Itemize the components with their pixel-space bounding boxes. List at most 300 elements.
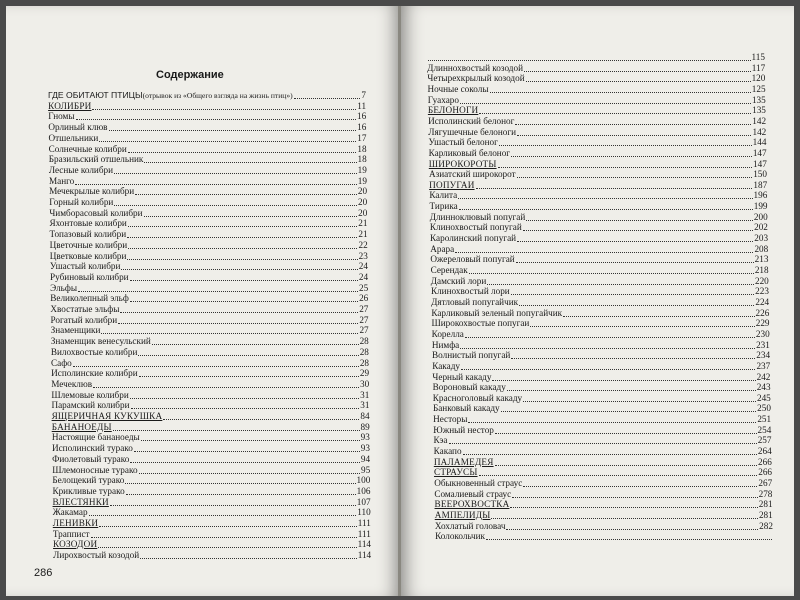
toc-entry xyxy=(51,347,369,358)
toc-entry-label: Сафо xyxy=(51,357,72,368)
toc-entry-page: 147 xyxy=(753,158,767,169)
toc-leader-dots xyxy=(130,454,360,463)
toc-entry-page: 29 xyxy=(359,368,370,379)
toc-entry-page: 202 xyxy=(754,222,768,233)
toc-entry-page: 281 xyxy=(758,509,773,520)
toc-entry xyxy=(428,116,766,127)
toc-leader-dots xyxy=(152,336,359,345)
toc-entry-label: Ушастый белоног xyxy=(428,137,498,148)
toc-leader-dots xyxy=(78,283,358,292)
toc-leader-dots xyxy=(109,122,357,131)
toc-leader-dots xyxy=(465,329,755,338)
toc-leader-dots xyxy=(114,197,357,206)
toc-entry-label: Несторы xyxy=(433,414,468,425)
toc-entry xyxy=(431,286,769,297)
toc-leader-dots xyxy=(499,137,752,146)
toc-leader-dots xyxy=(498,159,752,168)
toc-entry-page: 254 xyxy=(757,424,772,435)
toc-leader-dots xyxy=(523,222,753,231)
toc-entry-label: Корелла xyxy=(431,328,464,339)
toc-entry-label: Великолепный эльф xyxy=(50,293,129,304)
toc-entry-label: Знаменщик венесульский xyxy=(50,336,151,347)
toc-leader-dots xyxy=(99,133,356,142)
toc-entry-label: Ночные соколы xyxy=(427,83,489,94)
toc-entry xyxy=(428,105,766,116)
toc-entry-page: 257 xyxy=(757,435,772,446)
toc-entry-page: 111 xyxy=(357,528,371,539)
toc-entry-page: 18 xyxy=(357,154,367,165)
toc-entry-page: 11 xyxy=(357,100,367,111)
toc-entry xyxy=(431,297,769,308)
toc-entry-page: 245 xyxy=(756,392,771,403)
toc-entry-page: 100 xyxy=(356,475,371,486)
toc-entry-page: 115 xyxy=(751,52,765,62)
toc-leader-dots xyxy=(526,212,753,221)
toc-entry-page: 224 xyxy=(755,296,770,307)
toc-entry-label: Вороновый какаду xyxy=(432,382,506,393)
toc-entry-page: 28 xyxy=(359,357,369,368)
toc-entry-page: 20 xyxy=(357,186,368,197)
toc-entry-page: 20 xyxy=(358,197,368,207)
toc-entry-label: БЕЛОНОГИ xyxy=(427,105,479,116)
toc-entry-page: 200 xyxy=(753,211,768,222)
toc-entry xyxy=(50,283,368,294)
toc-leader-dots xyxy=(114,165,357,174)
toc-leader-dots xyxy=(163,411,359,420)
toc-entry xyxy=(53,507,371,518)
toc-entry-label: Сомалиевый страус xyxy=(434,488,512,499)
toc-entry-label: Вилохвостые колибри xyxy=(50,346,138,357)
toc-entry xyxy=(52,454,370,465)
toc-leader-dots xyxy=(458,190,752,199)
toc-leader-dots xyxy=(139,465,360,474)
toc-entry-label: Шлемоносные турако xyxy=(52,464,138,475)
toc-entry-page: 23 xyxy=(358,250,368,261)
toc-entry xyxy=(428,84,766,95)
toc-entry-page: 125 xyxy=(751,83,766,94)
toc-entry-page: 237 xyxy=(756,360,771,371)
toc-entry xyxy=(434,478,772,489)
toc-leader-dots xyxy=(113,422,360,431)
toc-entry xyxy=(429,148,767,159)
toc-entry-label: Парамский колибри xyxy=(51,400,130,411)
toc-entry xyxy=(50,240,368,251)
toc-entry-label: Серендак xyxy=(430,265,468,275)
toc-leader-dots xyxy=(476,180,753,189)
toc-entry-page: 208 xyxy=(754,243,769,254)
toc-entry-label: Колокольчик xyxy=(435,531,485,542)
toc-leader-dots xyxy=(144,154,356,163)
toc-leader-dots xyxy=(506,521,758,530)
toc-entry xyxy=(49,197,367,208)
toc-entry xyxy=(430,201,768,212)
toc-leader-dots xyxy=(495,457,757,466)
toc-entry-page: 89 xyxy=(360,421,370,432)
toc-entry-page: 135 xyxy=(752,105,766,116)
toc-entry-page: 95 xyxy=(361,464,371,475)
toc-entry-page: 31 xyxy=(360,389,370,400)
toc-entry xyxy=(48,133,366,144)
toc-entry-page: 142 xyxy=(752,126,767,137)
toc-leader-dots xyxy=(479,105,751,114)
toc-entry-label: Клинохвостый попугай xyxy=(429,222,522,233)
toc-entry-label: Цветочные колибри xyxy=(49,239,128,250)
toc-entry-page: 22 xyxy=(358,239,368,250)
toc-entry xyxy=(430,244,768,255)
toc-entry-page: 111 xyxy=(357,518,371,528)
toc-entry-label: Гуахаро xyxy=(427,94,459,105)
toc-leader-dots xyxy=(459,201,753,210)
toc-leader-dots xyxy=(121,261,357,270)
toc-entry-page: 218 xyxy=(754,265,769,275)
toc-entry-page: 278 xyxy=(758,488,773,499)
left-page xyxy=(6,6,400,596)
toc-entry xyxy=(53,518,371,529)
toc-entry-label: Лягушечные белоноги xyxy=(428,126,517,137)
toc-leader-dots xyxy=(516,254,754,263)
toc-leader-dots xyxy=(530,318,754,327)
toc-entry-label: Траппист xyxy=(52,528,90,539)
toc-entry-label: Чимборасовый колибри xyxy=(49,207,143,218)
toc-leader-dots xyxy=(73,358,359,367)
toc-entry-page: 110 xyxy=(357,507,371,518)
toc-entry-page: 242 xyxy=(756,371,771,382)
toc-entry-page: 31 xyxy=(360,400,370,411)
toc-entry xyxy=(51,390,369,401)
toc-leader-dots xyxy=(449,435,757,444)
toc-entry xyxy=(53,529,371,540)
toc-title: Содержание xyxy=(156,69,224,81)
toc-entry-page: 282 xyxy=(759,520,773,531)
toc-entry xyxy=(428,95,766,106)
toc-leader-dots xyxy=(460,340,755,349)
toc-leader-dots xyxy=(92,101,356,110)
toc-leader-dots xyxy=(93,379,359,388)
toc-entry xyxy=(50,272,368,283)
toc-entry-page: 28 xyxy=(359,336,369,347)
toc-leader-dots xyxy=(139,368,359,377)
toc-entry-label: Отшельники xyxy=(48,132,99,143)
toc-entry xyxy=(52,411,370,422)
toc-entry xyxy=(48,101,366,112)
toc-entry xyxy=(51,315,369,326)
toc-leader-dots xyxy=(126,486,356,495)
toc-entry xyxy=(431,308,769,319)
toc-entry-page: 147 xyxy=(752,147,767,158)
toc-entry xyxy=(435,521,773,532)
toc-entry-label: Дамский лори xyxy=(430,275,487,286)
toc-entry-label: Шлемовые колибри xyxy=(51,389,129,400)
toc-entry-label: Рогатый колибри xyxy=(50,314,118,325)
toc-entry xyxy=(427,63,765,74)
toc-entry-label: Исполинские колибри xyxy=(51,368,138,379)
toc-entry-label: Нимфа xyxy=(431,339,460,350)
toc-entry-page: 17 xyxy=(357,132,367,143)
toc-entry-page: 93 xyxy=(360,443,370,454)
toc-leader-dots xyxy=(101,325,358,334)
toc-entry-page: 264 xyxy=(757,446,772,457)
toc-entry xyxy=(433,382,771,393)
toc-entry xyxy=(429,159,767,170)
toc-entry xyxy=(432,318,770,329)
toc-entry-page: 266 xyxy=(758,467,773,478)
toc-entry-page: 144 xyxy=(752,137,767,148)
toc-entry-label: КОЗОДОИ xyxy=(53,539,98,550)
toc-entry xyxy=(431,265,769,276)
toc-leader-dots xyxy=(495,425,757,434)
toc-entry-label: Ушастый колибри xyxy=(49,261,121,272)
toc-leader-dots xyxy=(130,293,358,302)
toc-entry-page: 226 xyxy=(755,307,770,318)
toc-leader-dots xyxy=(455,244,753,253)
toc-entry xyxy=(52,422,370,433)
toc-entry-label: ЯЩЕРИЧНАЯ КУКУШКА xyxy=(51,411,163,421)
toc-entry-label: Знаменщики xyxy=(50,325,101,336)
toc-entry-label: Топазовый колибри xyxy=(49,229,127,240)
toc-entry-page: 26 xyxy=(359,293,369,304)
toc-entry-page: 231 xyxy=(756,339,770,350)
toc-entry xyxy=(49,208,367,219)
toc-leader-dots xyxy=(89,507,357,516)
toc-entry-label: Волнистый попугай xyxy=(432,350,511,361)
toc-entry-label: Арара xyxy=(430,243,455,254)
toc-entry-label: Исполинский белоног xyxy=(428,115,515,126)
toc-entry-label: Карликовый зеленый попугайчик xyxy=(431,307,563,318)
toc-entry-label: Черный какаду xyxy=(432,371,492,382)
toc-entry xyxy=(428,137,766,148)
toc-entry xyxy=(49,176,367,187)
toc-entry-page: 25 xyxy=(358,282,369,293)
toc-entry xyxy=(433,393,771,404)
toc-leader-dots xyxy=(486,531,772,540)
toc-entry-page: 114 xyxy=(357,550,372,561)
toc-leader-dots xyxy=(469,265,754,274)
toc-entry-label: Мечеклюв xyxy=(51,378,93,389)
toc-entry-label: Тирика xyxy=(429,201,458,212)
toc-leader-dots xyxy=(140,550,357,559)
toc-entry xyxy=(50,229,368,240)
toc-entry xyxy=(53,550,371,561)
toc-leader-dots xyxy=(524,63,751,72)
toc-entry-label: Длиннохвостый козодой xyxy=(427,62,523,73)
toc-entry-label: Мечекрылые колибри xyxy=(49,186,135,197)
toc-entry-label: Кэа xyxy=(433,435,448,446)
toc-entry-page: 267 xyxy=(758,478,773,488)
toc-entry-page: 243 xyxy=(756,382,771,393)
toc-entry-label: Клинохвостый лори xyxy=(430,286,510,297)
toc-entry-label: Длинноклювый попугай xyxy=(429,211,526,222)
toc-entry-label: Яхонтовые колибри xyxy=(49,218,127,229)
toc-leader-dots xyxy=(98,539,356,548)
toc-entry-label: Каролинский попугай xyxy=(430,233,517,244)
toc-entry-page: 234 xyxy=(756,350,771,361)
toc-entry-label: Цветковые колибри xyxy=(49,250,127,261)
toc-entry-page: 223 xyxy=(755,286,769,297)
toc-leader-dots xyxy=(130,390,359,399)
toc-entry-page: 220 xyxy=(754,275,769,286)
toc-entry-page: 28 xyxy=(359,346,369,357)
toc-entry-page: 266 xyxy=(758,456,772,467)
toc-leader-dots xyxy=(523,393,756,402)
toc-leader-dots xyxy=(91,529,357,538)
toc-entry-page: 250 xyxy=(757,403,771,414)
toc-entry-page: 107 xyxy=(356,496,371,507)
toc-entry-page: 16 xyxy=(357,122,367,133)
toc-entry-label: ВЕЕРОХВОСТКА xyxy=(434,499,510,510)
toc-entry-page: 21 xyxy=(358,218,368,229)
toc-entry-label: Лирохвостый козодой xyxy=(53,550,140,561)
toc-entry-label: Южный нестор xyxy=(433,424,494,435)
toc-leader-dots xyxy=(128,218,357,227)
toc-entry xyxy=(50,261,368,272)
toc-leader-dots xyxy=(512,489,757,498)
toc-leader-dots xyxy=(517,233,753,242)
toc-leader-dots xyxy=(127,251,357,260)
toc-entry xyxy=(50,293,368,304)
toc-entry xyxy=(431,276,769,287)
toc-entry xyxy=(53,497,371,508)
toc-entry xyxy=(434,457,772,468)
toc-entry-note: (отрывок из «Общего взгляда на жизнь птиц») xyxy=(142,91,293,100)
toc-entry xyxy=(430,222,768,233)
toc-entry xyxy=(434,446,772,457)
toc-entry-page: 117 xyxy=(751,62,766,73)
toc-leader-dots xyxy=(99,518,356,527)
toc-entry-page: 229 xyxy=(755,318,770,329)
toc-leader-dots xyxy=(468,414,756,423)
toc-entry-label: Крикливые турако xyxy=(52,485,125,496)
toc-leader-dots xyxy=(515,116,751,125)
toc-entry xyxy=(435,510,773,521)
toc-leader-dots xyxy=(130,272,358,281)
toc-entry xyxy=(52,432,370,443)
toc-leader-dots xyxy=(134,443,360,452)
toc-entry-label: Эльфы xyxy=(50,282,78,293)
toc-entry xyxy=(50,251,368,262)
toc-leader-dots xyxy=(138,347,358,356)
toc-entry-label: Горный колибри xyxy=(49,197,114,207)
toc-entry xyxy=(51,336,369,347)
toc-entry xyxy=(435,499,773,510)
toc-entry xyxy=(432,361,770,372)
toc-entry-page: 213 xyxy=(754,254,769,265)
toc-entry-label: ШИРОКОРОТЫ xyxy=(428,158,497,169)
toc-entry-label: Калита xyxy=(429,190,458,201)
toc-entry xyxy=(52,486,370,497)
toc-leader-dots xyxy=(510,499,757,508)
toc-entry xyxy=(51,358,369,369)
toc-entry-page: 84 xyxy=(360,411,370,421)
toc-entry-label: ЛЕНИВКИ xyxy=(52,518,99,528)
toc-leader-dots xyxy=(125,475,355,484)
toc-entry xyxy=(48,122,366,133)
toc-entry xyxy=(429,190,767,201)
toc-entry-page: 27 xyxy=(359,304,369,314)
toc-entry-label: ПОПУГАИ xyxy=(429,179,475,190)
toc-entry-page: 135 xyxy=(751,94,766,105)
toc-entry xyxy=(430,233,768,244)
toc-entry xyxy=(52,475,370,486)
toc-entry-label: ПАЛАМЕДЕЯ xyxy=(433,456,494,467)
toc-leader-dots xyxy=(463,446,757,455)
toc-entry-label: Бразильский отшельник xyxy=(48,154,144,165)
toc-entry-label: Лесные колибри xyxy=(48,164,114,175)
toc-entry xyxy=(430,212,768,223)
toc-entry-page: 24 xyxy=(358,261,368,272)
toc-entry-page: 251 xyxy=(757,414,772,425)
toc-entry-page: 24 xyxy=(358,271,369,282)
toc-leader-dots xyxy=(511,148,752,157)
toc-entry-label: КОЛИБРИ xyxy=(48,100,92,111)
toc-entry-label: Ожереловый попугай xyxy=(430,254,515,265)
toc-leader-dots xyxy=(144,208,358,217)
toc-entry xyxy=(51,368,369,379)
toc-entry-page: 18 xyxy=(357,143,367,154)
toc-leader-dots xyxy=(490,84,751,93)
toc-leader-dots xyxy=(128,144,357,153)
toc-leader-dots xyxy=(118,315,358,324)
toc-entry-page: 281 xyxy=(758,499,773,510)
toc-entry-label: Рубиновый колибри xyxy=(50,271,129,282)
toc-entry-label: Манго xyxy=(48,175,75,186)
toc-leader-dots xyxy=(461,361,755,370)
toc-entry-page: 120 xyxy=(751,73,766,84)
toc-entry xyxy=(49,186,367,197)
right-page xyxy=(401,6,794,596)
toc-entry xyxy=(52,443,370,454)
toc-leader-dots xyxy=(511,350,755,359)
toc-leader-dots xyxy=(294,90,361,99)
toc-entry-page: 94 xyxy=(360,453,371,464)
toc-entry-page: 16 xyxy=(357,111,367,122)
toc-entry xyxy=(433,435,771,446)
toc-entry xyxy=(48,90,366,101)
toc-entry-label: Хвостатые эльфы xyxy=(50,304,120,314)
toc-entry xyxy=(48,111,366,122)
toc-entry xyxy=(51,379,369,390)
toc-entry-label: АМПЕЛИДЫ xyxy=(434,509,491,520)
toc-entry xyxy=(53,539,371,550)
toc-leader-dots xyxy=(141,432,360,441)
toc-entry-page: 199 xyxy=(753,201,768,212)
toc-entry-label: Какаду xyxy=(432,360,460,371)
toc-entry-label: Фиолетовый турако xyxy=(52,453,130,464)
toc-entry xyxy=(434,467,772,478)
toc-entry-label: Четырехкрылый козодой xyxy=(427,73,525,84)
toc-entry xyxy=(49,144,367,155)
toc-entry xyxy=(49,165,367,176)
toc-leader-dots xyxy=(135,186,357,195)
toc-entry-page: 150 xyxy=(753,169,767,180)
toc-entry xyxy=(428,127,766,138)
toc-entry xyxy=(430,254,768,265)
toc-leader-dots xyxy=(491,510,758,519)
toc-entry-label: БАНАНОЕДЫ xyxy=(51,421,112,432)
toc-entry xyxy=(435,531,773,542)
toc-entry xyxy=(433,414,771,425)
toc-entry-page: 27 xyxy=(359,325,369,336)
toc-entry xyxy=(433,425,771,436)
toc-entry xyxy=(429,180,767,191)
toc-entry xyxy=(432,372,770,383)
toc-entry xyxy=(49,154,367,165)
toc-entry-label: Настоящие бананоеды xyxy=(51,432,140,443)
toc-entry-label: Орлиный клюв xyxy=(48,122,108,133)
toc-entry-page: 106 xyxy=(356,485,371,496)
toc-entry-page: 27 xyxy=(359,314,369,325)
toc-entry-label: Какапо xyxy=(433,446,462,457)
toc-leader-dots xyxy=(501,403,757,412)
